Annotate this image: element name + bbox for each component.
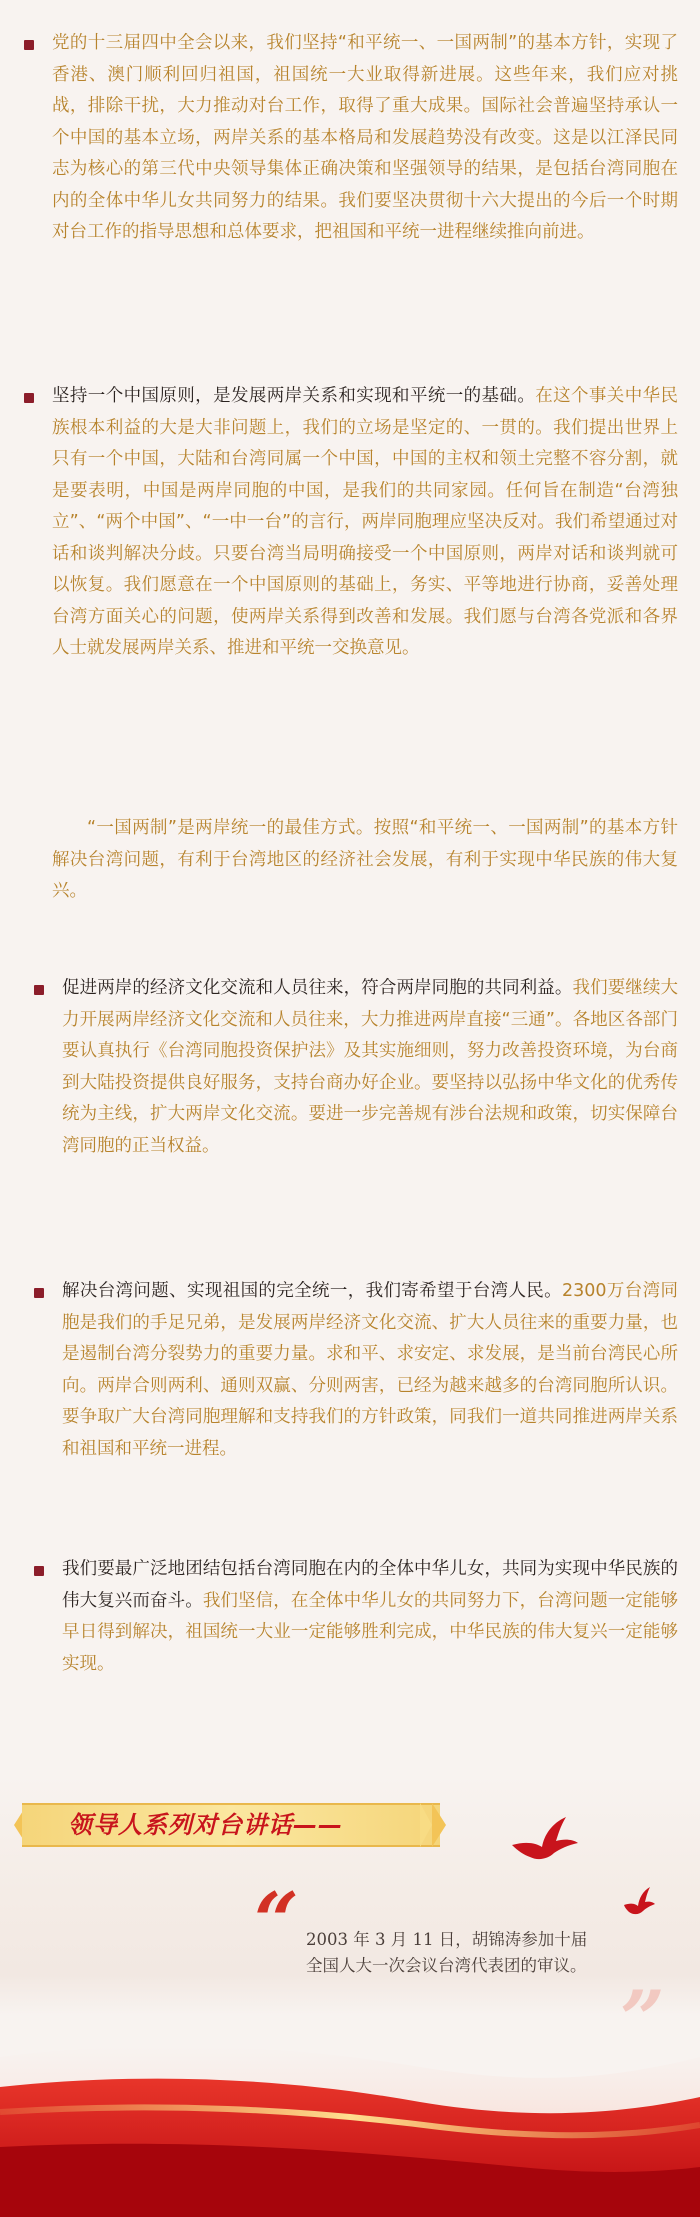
paragraph-body: 2300万台湾同胞是我们的手足兄弟，是发展两岸经济文化交流、扩大人员往来的重要力量，也是遏制台湾分裂势力的重要力量。求和平、求安定、求发展，是当前台湾民心所向。两岸合则两利、通则双赢、分则两害，已经为越来越多的台湾同胞所认识。要争取广大台湾同胞理解和支持我们的方针政策，同我们一道共同推进两岸关系和祖国和平统一进程。 bbox=[62, 1281, 678, 1459]
paragraph-6 bbox=[34, 1554, 678, 1680]
quote-line: 全国人大一次会议台湾代表团的审议。 bbox=[306, 1956, 587, 1975]
paragraph-body: 党的十三届四中全会以来，我们坚持“和平统一、一国两制”的基本方针，实现了香港、澳门顺利回归祖国，祖国统一大业取得新进展。这些年来，我们应对挑战，排除干扰，大力推动对台工作，取得了重大成果。国际社会普遍坚持承认一个中国的基本立场，两岸关系的基本格局和发展趋势没有改变。这是以江泽民同志为核心的第三代中央领导集体正确决策和坚强领导的结果，是包括台湾同胞在内的全体中华儿女共同努力的结果。我们要坚决贯彻十六大提出的今后一个时期对台工作的指导思想和总体要求，把祖国和平统一进程继续推向前进。 bbox=[52, 33, 678, 242]
paragraph-lead: 促进两岸的经济文化交流和人员往来，符合两岸同胞的共同利益。 bbox=[62, 978, 573, 998]
dove-icon bbox=[508, 1815, 580, 1863]
red-wave-decoration bbox=[0, 2017, 700, 2217]
footer-section bbox=[0, 1775, 700, 2217]
paragraph-lead: 坚持一个中国原则，是发展两岸关系和实现和平统一的基础。 bbox=[52, 386, 536, 406]
banner-title: 领导人系列对台讲话—— bbox=[68, 1811, 343, 1839]
close-quote-mark: ” bbox=[620, 1974, 665, 2065]
paragraph-2 bbox=[24, 381, 678, 665]
dove-icon bbox=[622, 1885, 656, 1917]
paragraph-lead: 我们要最广泛地团结包括台湾同胞在内的全体中华儿女，共同为实现中华民族的伟大复兴而奋斗。 bbox=[62, 1559, 678, 1611]
paragraph-1 bbox=[24, 28, 678, 249]
quote-caption bbox=[306, 1927, 666, 1979]
quote-line: 2003 年 3 月 11 日，胡锦涛参加十届 bbox=[306, 1930, 588, 1949]
paragraph-3 bbox=[24, 813, 678, 908]
paragraph-5 bbox=[34, 1276, 678, 1465]
paragraph-body: 我们要继续大力开展两岸经济文化交流和人员往来，大力推进两岸直接“三通”。各地区各部门要认真执行《台湾同胞投资保护法》及其实施细则，努力改善投资环境，为台商到大陆投资提供良好服务，支持台商办好企业。要坚持以弘扬中华文化的优秀传统为主线，扩大两岸文化交流。要进一步完善规有涉台法规和政策，切实保障台湾同胞的正当权益。 bbox=[62, 978, 678, 1156]
paragraph-body: 在这个事关中华民族根本利益的大是大非问题上，我们的立场是坚定的、一贯的。我们提出世界上只有一个中国，大陆和台湾同属一个中国，中国的主权和领土完整不容分割，就是要表明，中国是两岸同胞的中国，是我们的共同家园。任何旨在制造“台湾独立”、“两个中国”、“一中一台”的言行，两岸同胞理应坚决反对。我们希望通过对话和谈判解决分歧。只要台湾当局明确接受一个中国原则，两岸对话和谈判就可以恢复。我们愿意在一个中国原则的基础上，务实、平等地进行协商，妥善处理台湾方面关心的问题，使两岸关系得到改善和发展。我们愿与台湾各党派和各界人士就发展两岸关系、推进和平统一交换意见。 bbox=[52, 386, 678, 658]
paragraph-body: “一国两制”是两岸统一的最佳方式。按照“和平统一、一国两制”的基本方针解决台湾问题，有利于台湾地区的经济社会发展，有利于实现中华民族的伟大复兴。 bbox=[52, 818, 678, 901]
banner-chevron-right-icon bbox=[420, 1803, 432, 1847]
paragraph-4 bbox=[34, 973, 678, 1162]
paragraph-body: 我们坚信，在全体中华儿女的共同努力下，台湾问题一定能够早日得到解决，祖国统一大业一定能够胜利完成，中华民族的伟大复兴一定能够实现。 bbox=[62, 1590, 679, 1674]
banner-chevron-right-icon bbox=[432, 1803, 446, 1847]
paragraph-lead: 解决台湾问题、实现祖国的完全统一，我们寄希望于台湾人民。 bbox=[62, 1281, 563, 1301]
open-quote-mark: “ bbox=[254, 1876, 299, 1967]
